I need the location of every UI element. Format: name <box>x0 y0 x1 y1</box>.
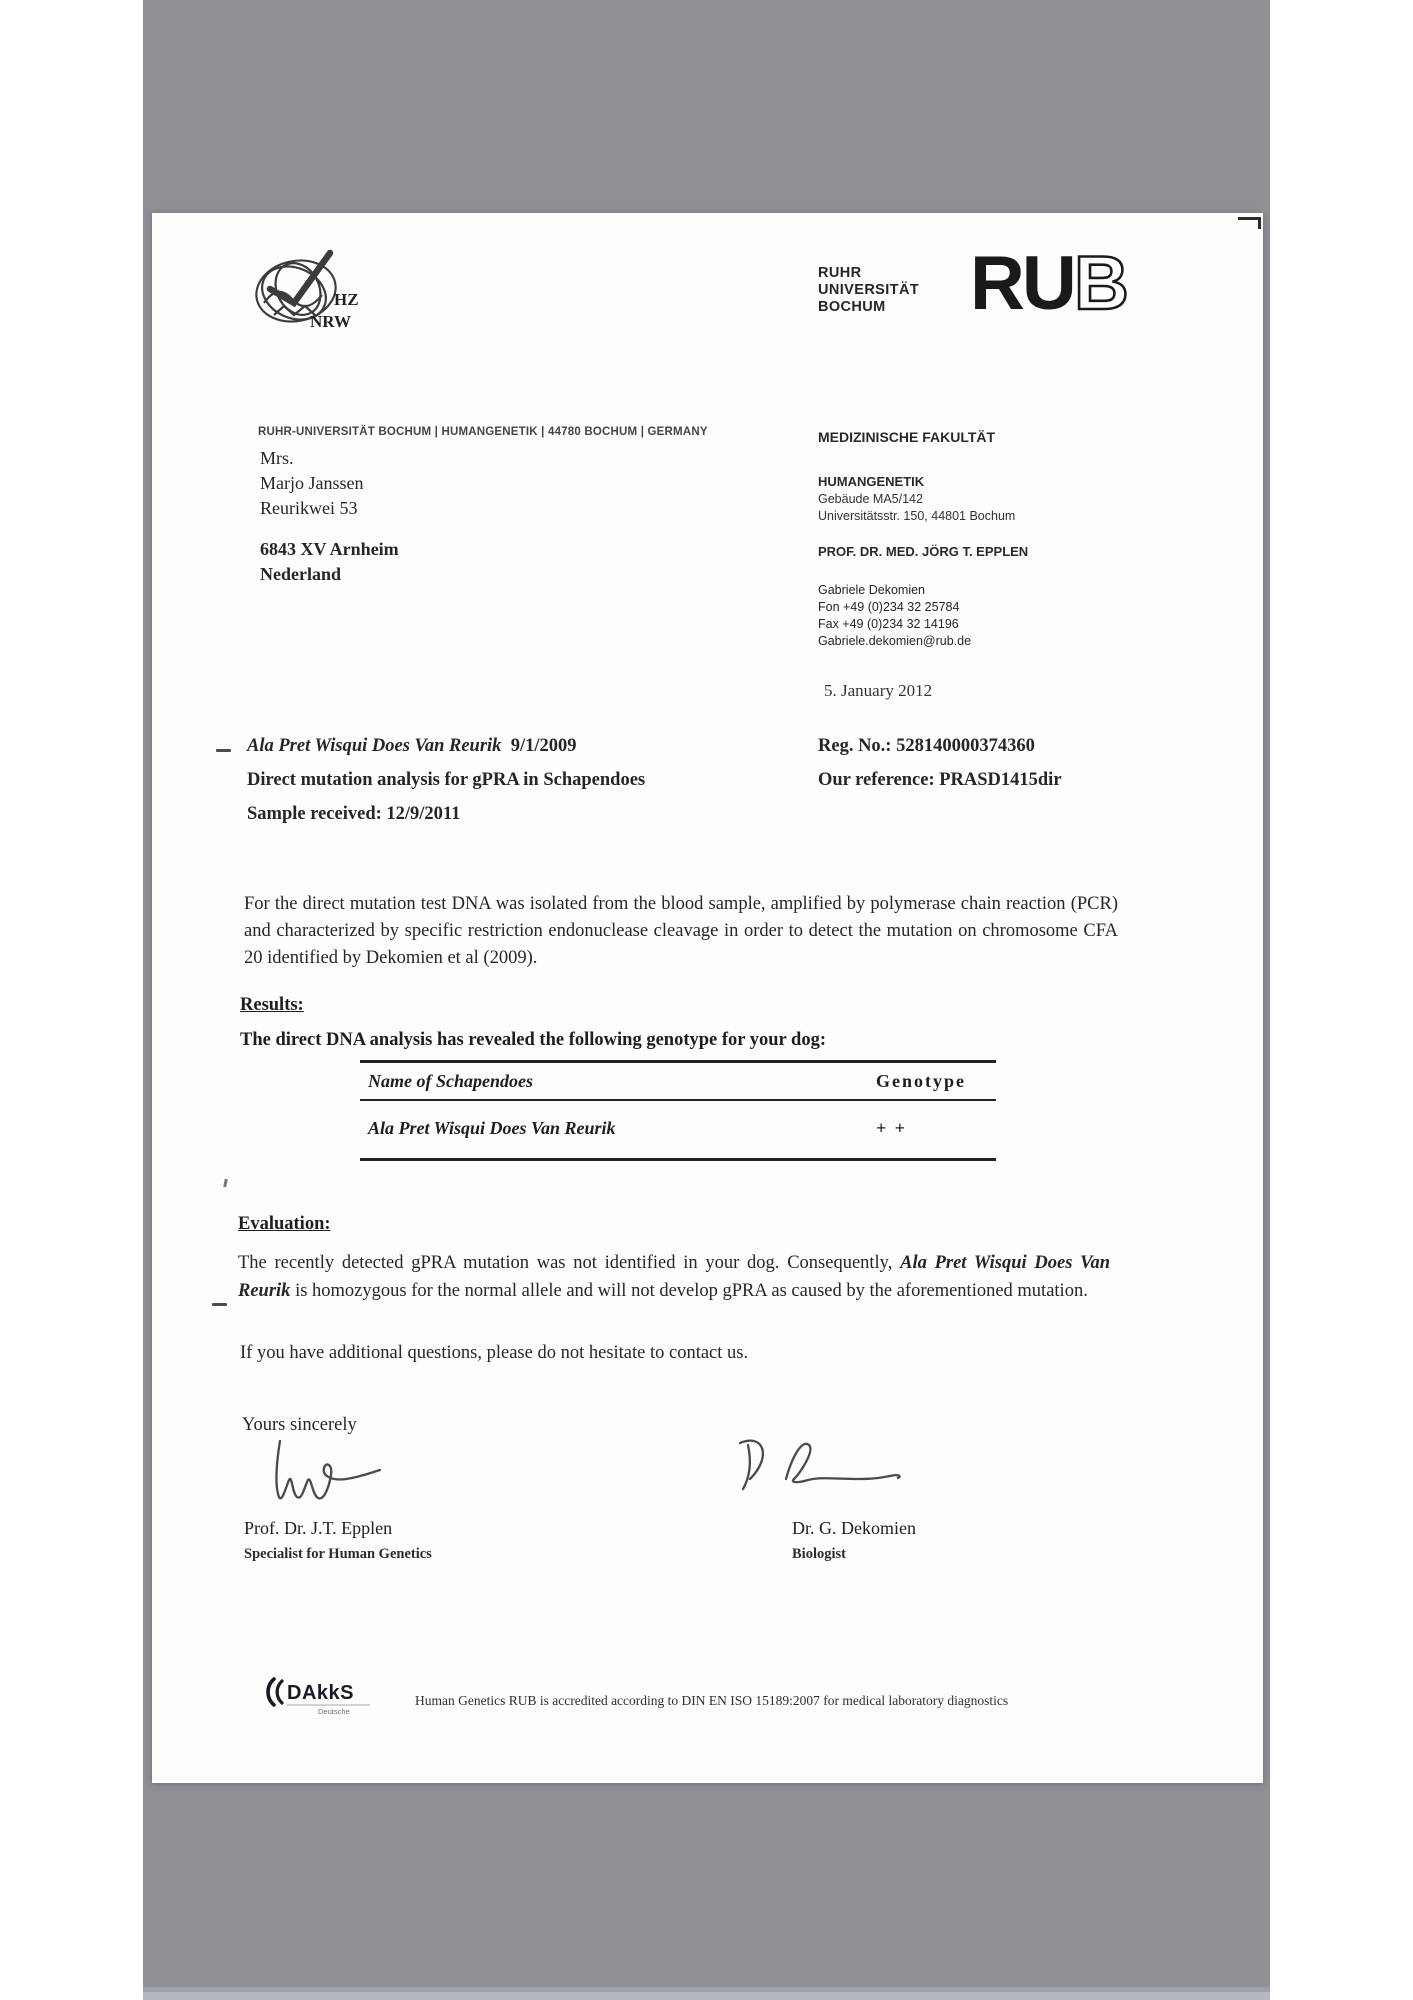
recipient-name: Marjo Janssen <box>260 473 364 493</box>
evaluation-text-start: The recently detected gPRA mutation was not identified in your dog. Consequently, <box>238 1253 901 1273</box>
university-name-line3: BOCHUM <box>818 299 886 315</box>
institute-title: HUMANGENETIK <box>818 474 925 489</box>
university-name <box>818 265 919 316</box>
department-head: PROF. DR. MED. JÖRG T. EPPLEN <box>818 544 1029 559</box>
subject-block <box>247 729 645 831</box>
evaluation-dog-name: Ala Pret Wisqui Does Van Reurik <box>238 1253 1110 1301</box>
dakks-logo-subtext: Deutsche <box>318 1707 350 1716</box>
backdrop-bottom-strip-light <box>143 1992 1270 2000</box>
contact-fax: Fax +49 (0)234 32 14196 <box>818 617 959 631</box>
subject-analysis: Direct mutation analysis for gPRA in Schapendoes <box>247 770 646 790</box>
letter-date: 5. January 2012 <box>824 681 933 700</box>
contact-name: Gabriele Dekomien <box>818 583 925 597</box>
institute-address: Universitätsstr. 150, 44801 Bochum <box>818 509 1016 523</box>
scan-speck <box>223 1179 228 1187</box>
dakks-logo-text: DAkkS <box>287 1682 354 1704</box>
results-intro: The direct DNA analysis has revealed the following genotype for your dog: <box>240 1030 827 1050</box>
recipient-salutation: Mrs. <box>260 448 294 468</box>
scan-corner-mark <box>1238 217 1261 229</box>
subject-sample-received: Sample received: 12/9/2011 <box>247 804 461 824</box>
recipient-country: Nederland <box>260 564 341 584</box>
hznrw-logo-icon <box>244 239 414 349</box>
column-header-name: Name of Schapendoes <box>360 1062 868 1101</box>
rub-logotype-icon <box>970 243 1270 327</box>
contact-block <box>818 582 971 650</box>
recipient-gap <box>260 521 399 537</box>
evaluation-heading: Evaluation: <box>238 1214 331 1234</box>
university-name-line1: RUHR <box>818 265 862 281</box>
recipient-address <box>260 446 399 587</box>
hznrw-logo-text-nrw: NRW <box>310 312 351 331</box>
cell-genotype: + + <box>876 1118 908 1138</box>
genotype-table <box>360 1060 996 1161</box>
method-paragraph: For the direct mutation test DNA was isolated from the blood sample, amplified by polymerase chain reaction (PCR) and characterized by specific restriction endonuclease cleavage in order to detect the mutation on chromosome CFA 20 identified by Dekomien et al (2009). <box>244 894 1118 968</box>
subject-dog-date: 9/1/2009 <box>510 736 577 756</box>
hznrw-logo-text-hz: HZ <box>334 290 359 309</box>
fold-mark-bottom <box>212 1303 227 1306</box>
faculty-title: MEDIZINISCHE FAKULTÄT <box>818 429 996 445</box>
signature-dekomien-icon <box>730 1431 930 1516</box>
table-row <box>360 1100 996 1160</box>
recipient-street: Reurikwei 53 <box>260 498 358 518</box>
fold-mark-top <box>216 749 231 752</box>
subject-dog-line <box>247 729 645 763</box>
subject-dog-name: Ala Pret Wisqui Does Van Reurik <box>247 736 502 756</box>
sign-off: Yours sincerely <box>242 1415 357 1435</box>
signatory-title-epplen: Specialist for Human Genetics <box>244 1546 432 1562</box>
letter-page <box>152 213 1263 1783</box>
evaluation-paragraph <box>238 1249 1110 1305</box>
signatory-name-dekomien: Dr. G. Dekomien <box>792 1518 916 1538</box>
signatory-name-epplen: Prof. Dr. J.T. Epplen <box>244 1518 393 1538</box>
genotype-table-header-row <box>360 1062 996 1101</box>
results-heading: Results: <box>240 995 304 1015</box>
column-header-genotype: Genotype <box>868 1062 996 1101</box>
recipient-postal-city: 6843 XV Arnheim <box>260 539 399 559</box>
university-name-line2: UNIVERSITÄT <box>818 282 920 298</box>
rub-logotype-b: B <box>1074 243 1129 326</box>
contact-phone: Fon +49 (0)234 32 25784 <box>818 600 960 614</box>
signature-epplen-icon <box>258 1435 428 1525</box>
contact-email: Gabriele.dekomien@rub.de <box>818 634 972 648</box>
registration-number: Reg. No.: 528140000374360 <box>818 736 1035 756</box>
evaluation-text-end: is homozygous for the normal allele and will not develop gPRA as caused by the aforementioned mutation. <box>290 1281 1088 1301</box>
accreditation-note: Human Genetics RUB is accredited according to DIN EN ISO 15189:2007 for medical laboratory diagnostics <box>415 1693 1009 1708</box>
contact-note: If you have additional questions, please do not hesitate to contact us. <box>240 1343 749 1363</box>
reference-block <box>818 729 1062 797</box>
sender-return-address: RUHR-UNIVERSITÄT BOCHUM | HUMANGENETIK | 44780 BOCHUM | GERMANY <box>258 426 708 438</box>
rub-logotype-ru: RU <box>970 243 1074 326</box>
institute-building: Gebäude MA5/142 <box>818 492 923 506</box>
cell-dog-name: Ala Pret Wisqui Does Van Reurik <box>368 1118 616 1138</box>
our-reference: Our reference: PRASD1415dir <box>818 770 1062 790</box>
signatory-title-dekomien: Biologist <box>792 1546 846 1562</box>
dakks-logo-icon <box>260 1671 390 1723</box>
